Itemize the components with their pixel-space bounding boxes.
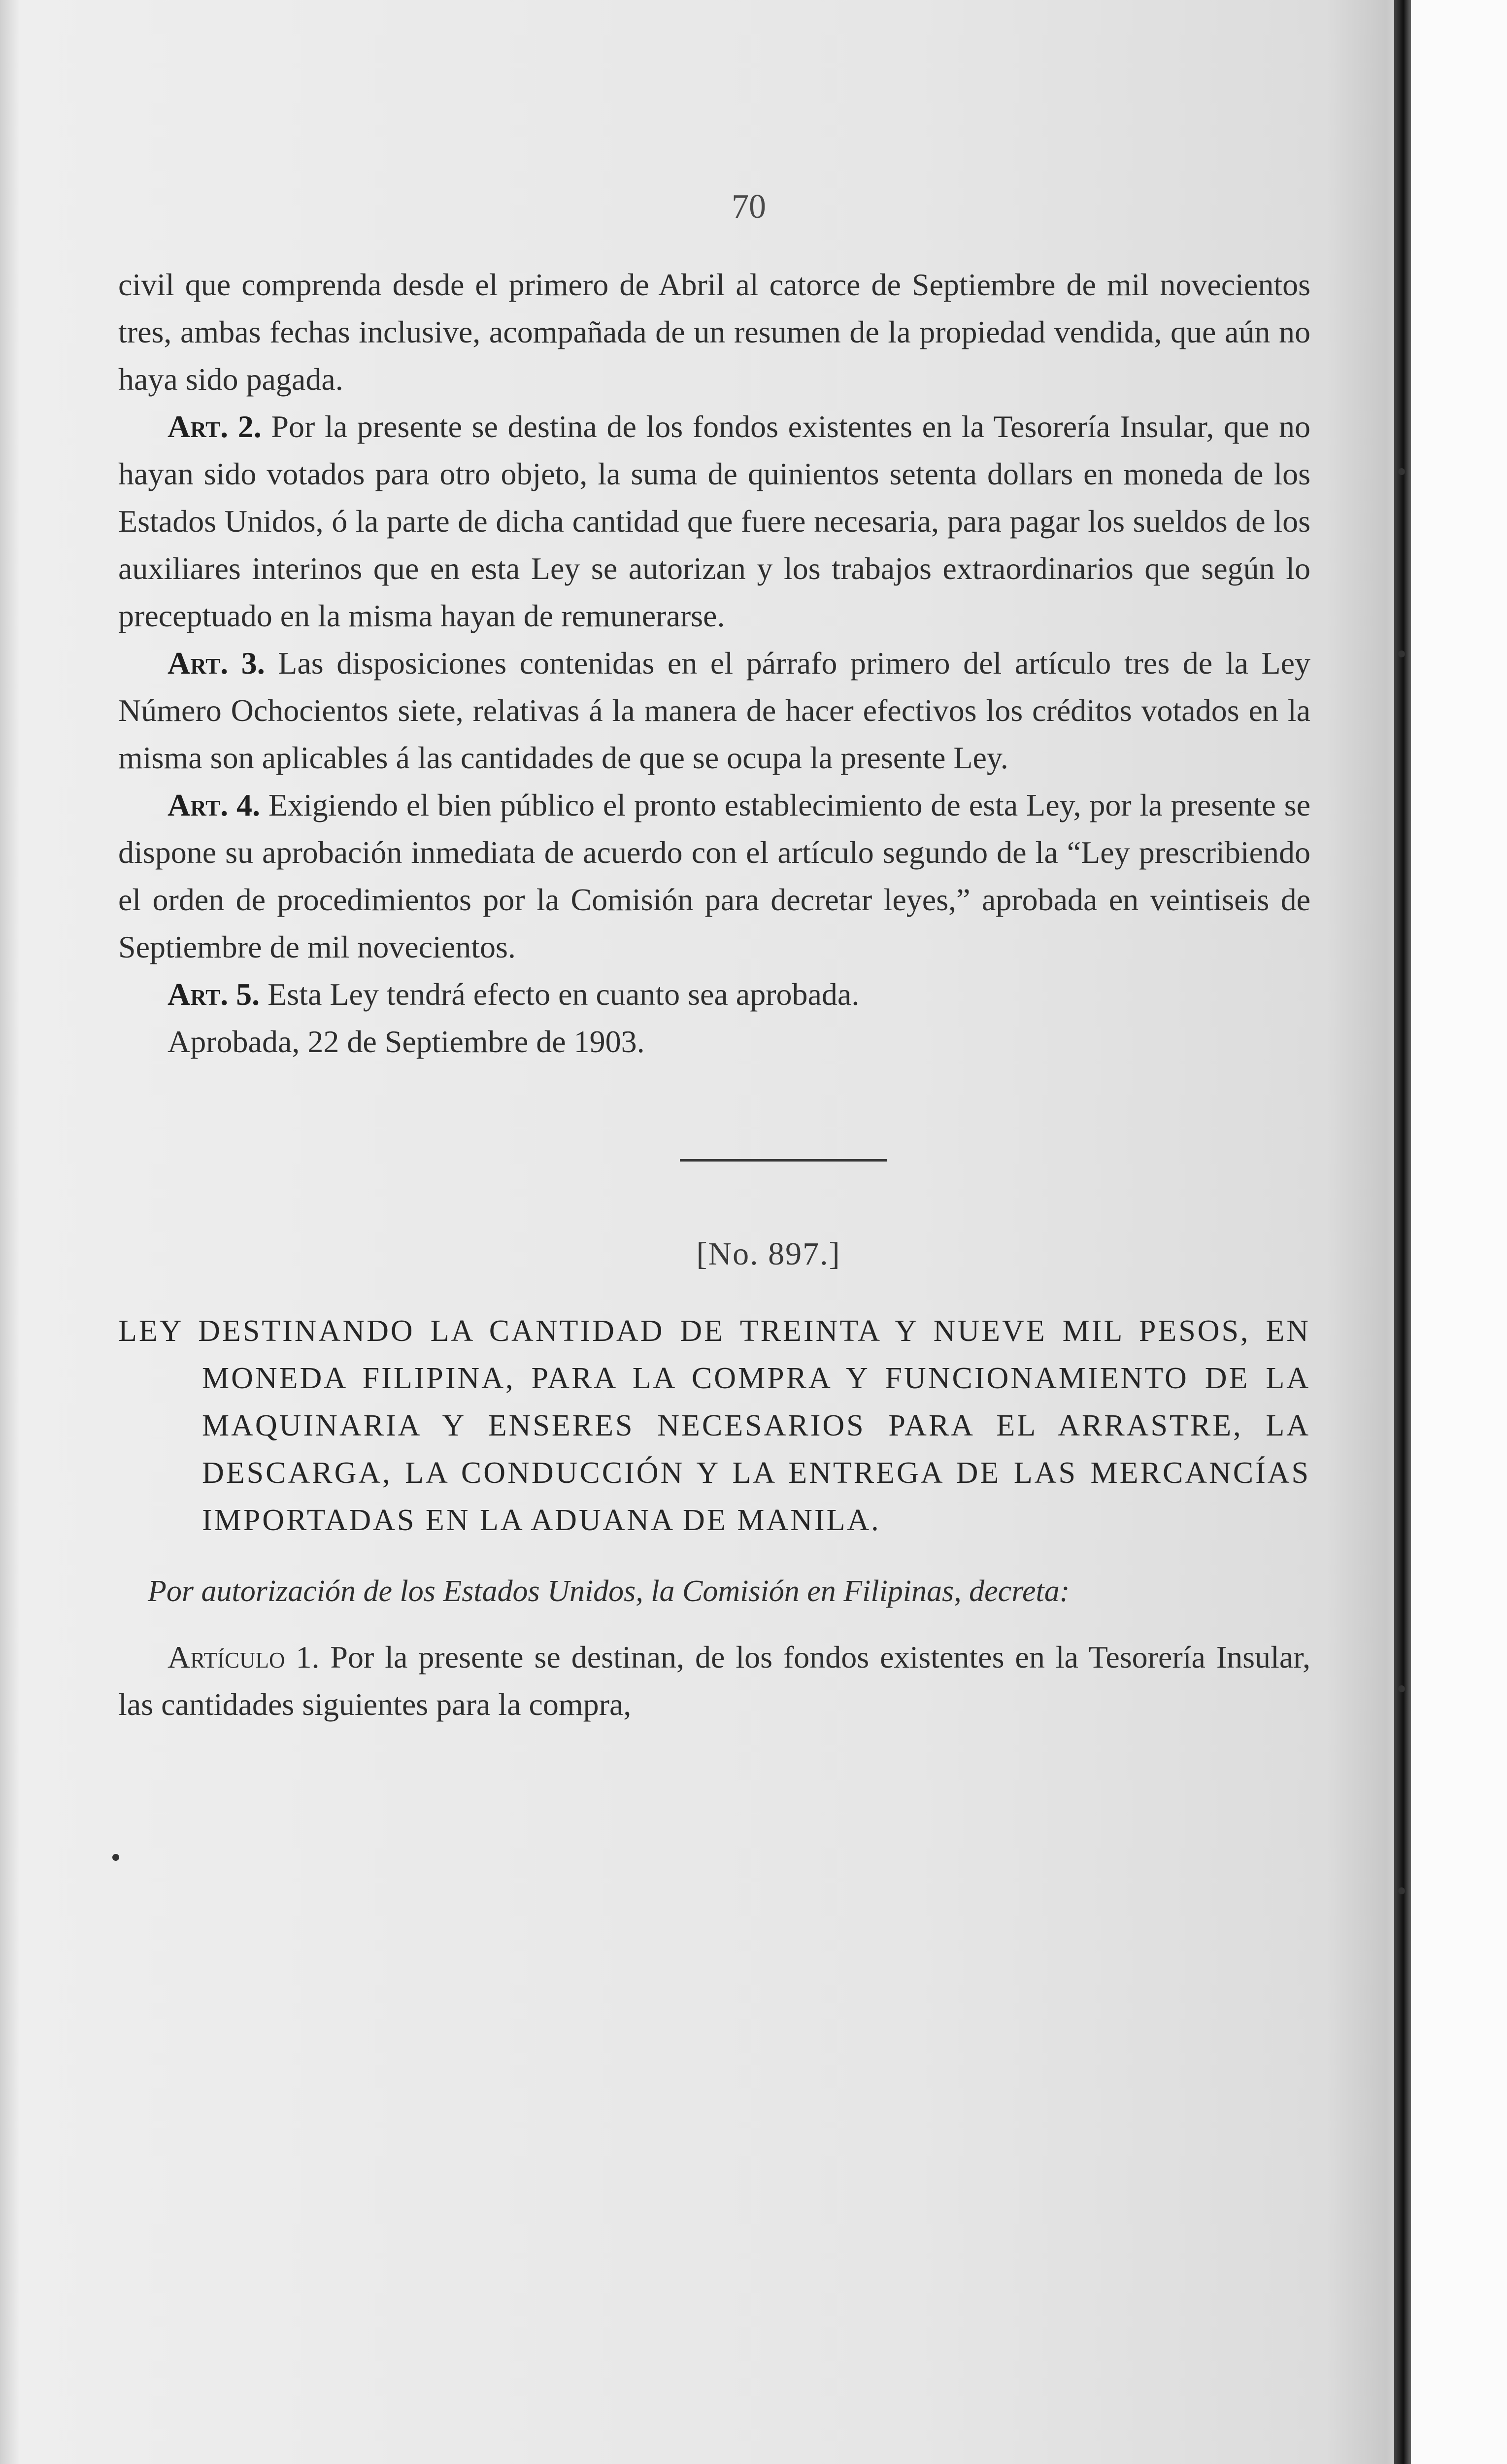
margin-speck [1398, 650, 1405, 657]
article-3-text: Las disposiciones contenidas en el párrafo primero del artículo tres de la Ley Número Ochocientos siete, relativas á la manera de hacer efectivos los créditos votados en la misma son aplicables á las cantidades de que se ocupa la presente Ley. [118, 646, 1311, 775]
margin-speck [1398, 1887, 1405, 1894]
book-binding-edge [1394, 0, 1411, 2464]
article-1-text: Por la presente se destinan, de los fondos existentes en la Tesorería Insular, las cantidades siguientes para la compra, [118, 1640, 1310, 1722]
continuation-paragraph: civil que comprenda desde el primero de Abril al catorce de Septiembre de mil novecientos tres, ambas fechas inclusive, acompañada de un resumen de la propiedad vendida, que aún no haya sido pagada. [118, 267, 1310, 397]
page-number: 70 [732, 188, 766, 226]
enacting-clause: Por autorización de los Estados Unidos, la Comisión en Filipinas, decreta: [148, 1574, 1070, 1608]
section-divider [680, 1159, 887, 1162]
article-1 [118, 1634, 1310, 1728]
article-5-text: Esta Ley tendrá efecto en cuanto sea aprobada. [260, 977, 860, 1012]
page-shadow [0, 0, 20, 2464]
approval-date: Aprobada, 22 de Septiembre de 1903. [167, 1024, 645, 1059]
outer-margin [1411, 0, 1507, 2464]
margin-speck [1398, 1685, 1405, 1692]
article-2-text: Por la presente se destina de los fondos existentes en la Tesorería Insular, que no hayan sido votados para otro objeto, la suma de quinientos setenta dollars en moneda de los Estados Unidos, ó la parte de dicha cantidad que fuere necesaria, para pagar los sueldos de los auxiliares interinos que en esta Ley se autorizan y los trabajos extraordinarios que según lo preceptuado en la misma hayan de remunerarse. [118, 409, 1310, 633]
article-4-heading: Art. 4. [167, 787, 261, 822]
margin-speck [1398, 468, 1405, 475]
article-2-heading: Art. 2. [167, 409, 262, 444]
margin-speck [112, 1854, 119, 1861]
law-title: LEY DESTINANDO LA CANTIDAD DE TREINTA Y NUEVE MIL PESOS, EN MONEDA FILIPINA, PARA LA COMPRA Y FUNCIONAMIENTO DE LA MAQUINARIA Y ENSERES NECESARIOS PARA EL ARRASTRE, LA DESCARGA, LA CONDUCCIÓN Y LA ENTREGA DE LAS MERCANCÍAS IMPORTADAS EN LA ADUANA DE MANILA. [118, 1314, 1310, 1537]
article-1-heading: Artículo 1. [167, 1640, 320, 1675]
article-3 [118, 640, 1310, 782]
article-5-heading: Art. 5. [167, 977, 260, 1012]
article-4-text: Exigiendo el bien público el pronto establecimiento de esta Ley, por la presente se dispone su aprobación inmediata de acuerdo con el artículo segundo de la “Ley prescribiendo el orden de procedimientos por la Comisión para decretar leyes,” aprobada en veintiseis de Septiembre de mil novecientos. [118, 787, 1311, 964]
law-number: [No. 897.] [696, 1236, 841, 1272]
page-text [118, 187, 1310, 1728]
article-2 [118, 403, 1310, 640]
article-5 [118, 971, 1310, 1018]
article-4 [118, 782, 1310, 971]
article-3-heading: Art. 3. [167, 646, 265, 681]
